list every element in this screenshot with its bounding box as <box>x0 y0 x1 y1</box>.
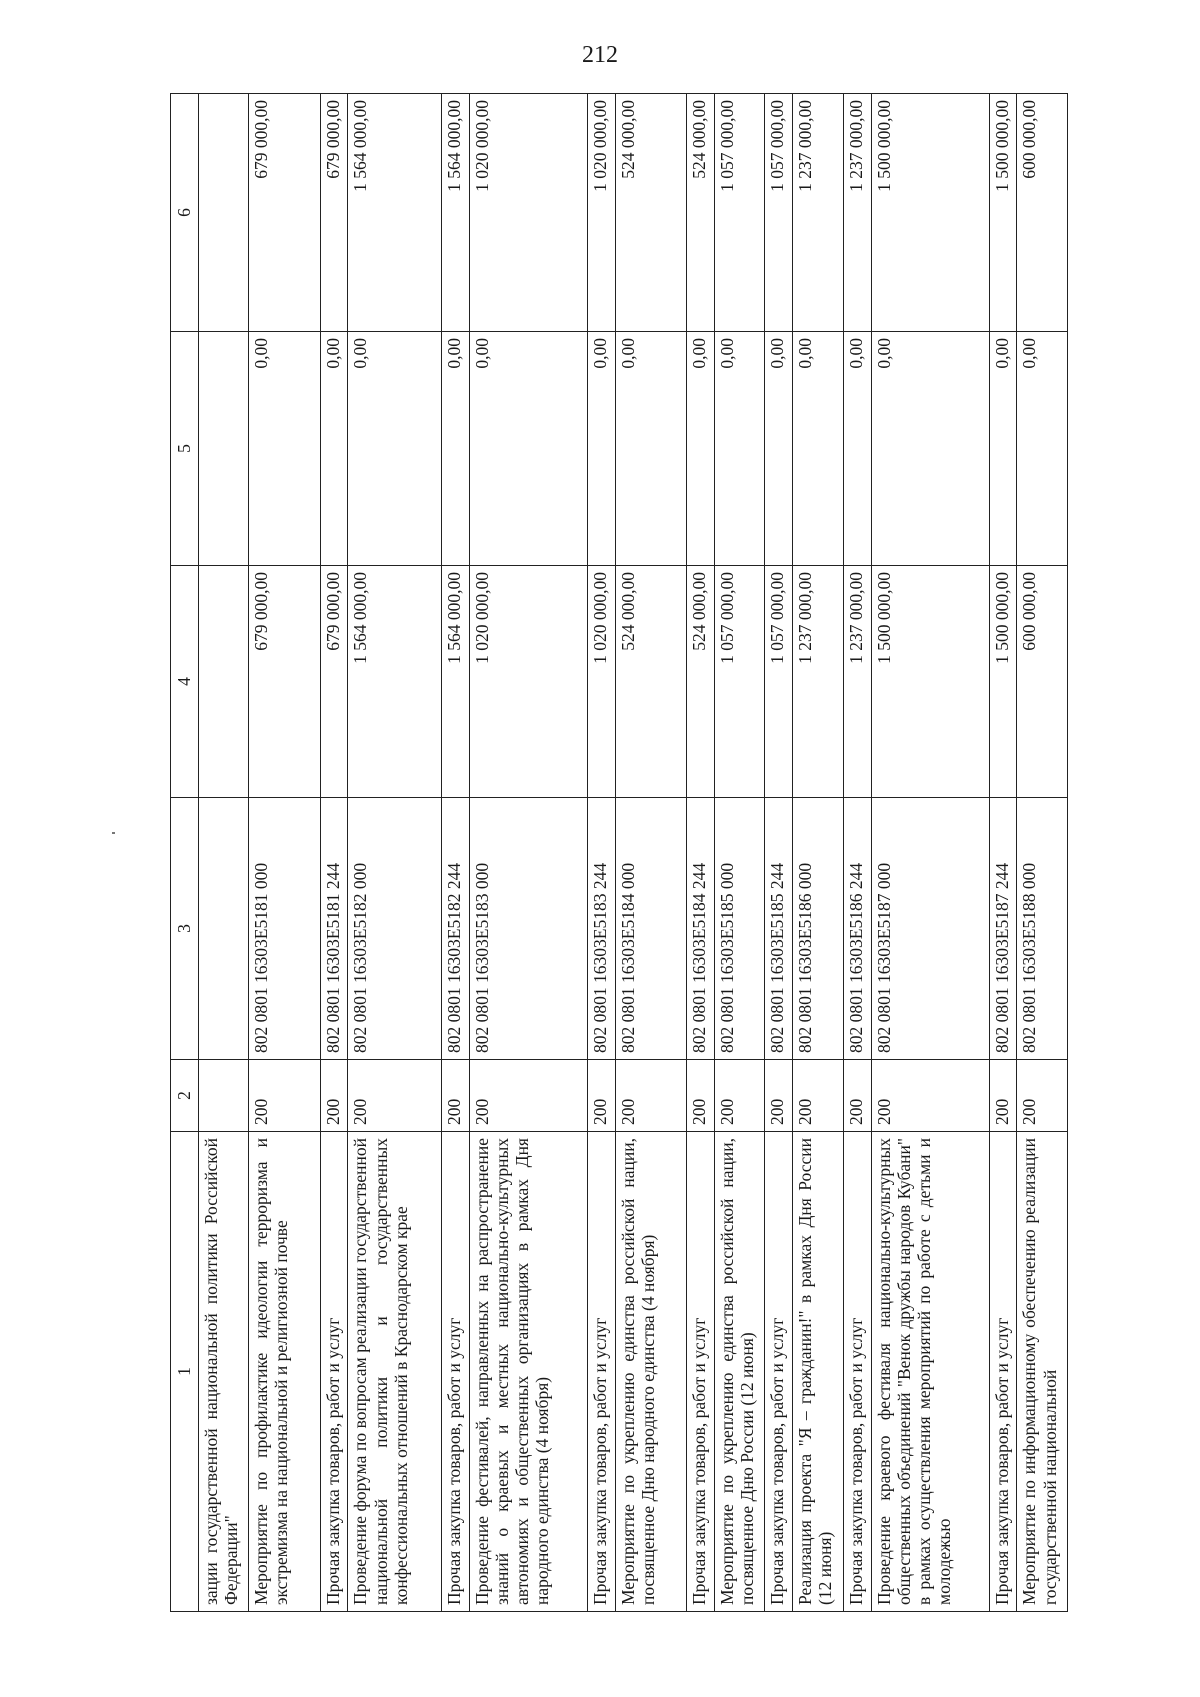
cell-value-4: 524 000,00 <box>615 566 686 798</box>
table-row <box>687 94 715 1612</box>
cell-code: 802 0801 16303E5185 000 <box>714 798 764 1060</box>
cell-value-4: 679 000,00 <box>320 566 348 798</box>
cell-value-6: 600 000,00 <box>1017 94 1068 332</box>
cell-code <box>198 798 248 1060</box>
cell-name: Прочая закупка товаров, работ и услуг <box>843 1132 871 1612</box>
header-cell: 6 <box>171 94 199 332</box>
cell-name: Прочая закупка товаров, работ и услуг <box>765 1132 793 1612</box>
cell-name: Проведение фестивалей, направленных на распространение знаний о краевых и местных национально-культурных автономиях и общественных организациях в рамках Дня народного единства (4 ноября) <box>469 1132 587 1612</box>
cell-value-6: 1 237 000,00 <box>793 94 843 332</box>
cell-value-5: 0,00 <box>1017 332 1068 566</box>
cell-code: 802 0801 16303E5182 000 <box>348 798 441 1060</box>
cell-admin: 200 <box>348 1060 441 1132</box>
cell-admin: 200 <box>441 1060 469 1132</box>
table-row <box>989 94 1017 1612</box>
table-row <box>348 94 441 1612</box>
cell-name: Прочая закупка товаров, работ и услуг <box>587 1132 615 1612</box>
cell-code: 802 0801 16303E5185 244 <box>765 798 793 1060</box>
rotated-table-frame <box>170 94 1068 1612</box>
cell-name: Прочая закупка товаров, работ и услуг <box>989 1132 1017 1612</box>
cell-value-4: 1 237 000,00 <box>843 566 871 798</box>
cell-value-4: 600 000,00 <box>1017 566 1068 798</box>
cell-admin: 200 <box>793 1060 843 1132</box>
cell-admin: 200 <box>714 1060 764 1132</box>
cell-admin: 200 <box>469 1060 587 1132</box>
cell-value-4: 1 020 000,00 <box>587 566 615 798</box>
cell-value-4 <box>198 566 248 798</box>
cell-value-5 <box>198 332 248 566</box>
cell-value-5: 0,00 <box>348 332 441 566</box>
cell-code: 802 0801 16303E5181 244 <box>320 798 348 1060</box>
header-cell: 3 <box>171 798 199 1060</box>
cell-code: 802 0801 16303E5184 000 <box>615 798 686 1060</box>
table-row <box>249 94 320 1612</box>
cell-value-4: 524 000,00 <box>687 566 715 798</box>
table-row <box>198 94 248 1612</box>
cell-admin: 200 <box>615 1060 686 1132</box>
cell-name: зации государственной национальной политики Российской Федерации" <box>198 1132 248 1612</box>
cell-value-6: 679 000,00 <box>249 94 320 332</box>
table-row <box>469 94 587 1612</box>
cell-admin: 200 <box>1017 1060 1068 1132</box>
header-cell: 1 <box>171 1132 199 1612</box>
cell-code: 802 0801 16303E5183 244 <box>587 798 615 1060</box>
cell-value-6: 1 564 000,00 <box>348 94 441 332</box>
cell-admin: 200 <box>765 1060 793 1132</box>
cell-value-6: 1 057 000,00 <box>714 94 764 332</box>
cell-name: Мероприятие по укреплению единства российской нации, посвященное Дню народного единства (4 ноября) <box>615 1132 686 1612</box>
cell-value-6: 679 000,00 <box>320 94 348 332</box>
cell-name: Прочая закупка товаров, работ и услуг <box>441 1132 469 1612</box>
cell-admin: 200 <box>249 1060 320 1132</box>
cell-name: Прочая закупка товаров, работ и услуг <box>687 1132 715 1612</box>
cell-value-5: 0,00 <box>441 332 469 566</box>
page-number: 212 <box>582 42 618 68</box>
cell-value-5: 0,00 <box>765 332 793 566</box>
cell-value-4: 1 237 000,00 <box>793 566 843 798</box>
cell-code: 802 0801 16303E5187 244 <box>989 798 1017 1060</box>
cell-code: 802 0801 16303E5183 000 <box>469 798 587 1060</box>
cell-code: 802 0801 16303E5186 244 <box>843 798 871 1060</box>
table-row <box>441 94 469 1612</box>
header-row <box>171 94 199 1612</box>
budget-table-body <box>171 94 1068 1612</box>
cell-value-5: 0,00 <box>714 332 764 566</box>
cell-value-4: 1 564 000,00 <box>348 566 441 798</box>
cell-value-5: 0,00 <box>989 332 1017 566</box>
cell-admin: 200 <box>871 1060 989 1132</box>
stray-mark <box>112 832 115 834</box>
table-row <box>871 94 989 1612</box>
table-row <box>615 94 686 1612</box>
table-row <box>587 94 615 1612</box>
cell-code: 802 0801 16303E5186 000 <box>793 798 843 1060</box>
cell-value-6: 1 564 000,00 <box>441 94 469 332</box>
cell-name: Мероприятие по информационному обеспечению реализации государственной национальной <box>1017 1132 1068 1612</box>
cell-value-5: 0,00 <box>615 332 686 566</box>
table-row <box>793 94 843 1612</box>
header-cell: 4 <box>171 566 199 798</box>
cell-admin: 200 <box>320 1060 348 1132</box>
cell-value-6: 1 500 000,00 <box>871 94 989 332</box>
cell-code: 802 0801 16303E5182 244 <box>441 798 469 1060</box>
cell-admin: 200 <box>843 1060 871 1132</box>
cell-value-5: 0,00 <box>843 332 871 566</box>
table-row <box>320 94 348 1612</box>
table-row <box>714 94 764 1612</box>
cell-value-6: 1 500 000,00 <box>989 94 1017 332</box>
cell-value-5: 0,00 <box>793 332 843 566</box>
cell-value-6: 1 237 000,00 <box>843 94 871 332</box>
cell-admin: 200 <box>687 1060 715 1132</box>
cell-name: Проведение форума по вопросам реализации государственной национальной политики и государственных конфессиональных отношений в Краснодарском крае <box>348 1132 441 1612</box>
cell-value-4: 1 057 000,00 <box>714 566 764 798</box>
cell-code: 802 0801 16303E5188 000 <box>1017 798 1068 1060</box>
cell-value-6: 1 020 000,00 <box>469 94 587 332</box>
table-row <box>1017 94 1068 1612</box>
cell-name: Мероприятие по укреплению единства российской нации, посвященное Дню России (12 июня) <box>714 1132 764 1612</box>
cell-value-4: 1 020 000,00 <box>469 566 587 798</box>
header-cell: 2 <box>171 1060 199 1132</box>
cell-admin: 200 <box>989 1060 1017 1132</box>
cell-name: Проведение краевого фестиваля национально-культурных общественных объединений "Венок дружбы народов Кубани" в рамках осуществления мероприятий по работе с детьми и молодежью <box>871 1132 989 1612</box>
budget-table <box>170 93 1068 1612</box>
cell-value-4: 1 500 000,00 <box>989 566 1017 798</box>
cell-code: 802 0801 16303E5187 000 <box>871 798 989 1060</box>
cell-value-5: 0,00 <box>687 332 715 566</box>
cell-value-5: 0,00 <box>871 332 989 566</box>
table-row <box>843 94 871 1612</box>
cell-value-4: 679 000,00 <box>249 566 320 798</box>
cell-value-5: 0,00 <box>249 332 320 566</box>
cell-name: Мероприятие по профилактике идеологии терроризма и экстремизма на национальной и религиозной почве <box>249 1132 320 1612</box>
cell-value-6 <box>198 94 248 332</box>
cell-value-4: 1 057 000,00 <box>765 566 793 798</box>
cell-admin: 200 <box>587 1060 615 1132</box>
cell-admin <box>198 1060 248 1132</box>
cell-value-6: 1 057 000,00 <box>765 94 793 332</box>
cell-value-4: 1 500 000,00 <box>871 566 989 798</box>
cell-value-5: 0,00 <box>587 332 615 566</box>
cell-value-6: 1 020 000,00 <box>587 94 615 332</box>
table-row <box>765 94 793 1612</box>
cell-code: 802 0801 16303E5184 244 <box>687 798 715 1060</box>
cell-value-6: 524 000,00 <box>687 94 715 332</box>
cell-value-5: 0,00 <box>469 332 587 566</box>
cell-code: 802 0801 16303E5181 000 <box>249 798 320 1060</box>
cell-value-4: 1 564 000,00 <box>441 566 469 798</box>
cell-name: Реализация проекта "Я – гражданин!" в рамках Дня России (12 июня) <box>793 1132 843 1612</box>
cell-value-6: 524 000,00 <box>615 94 686 332</box>
cell-value-5: 0,00 <box>320 332 348 566</box>
header-cell: 5 <box>171 332 199 566</box>
cell-name: Прочая закупка товаров, работ и услуг <box>320 1132 348 1612</box>
